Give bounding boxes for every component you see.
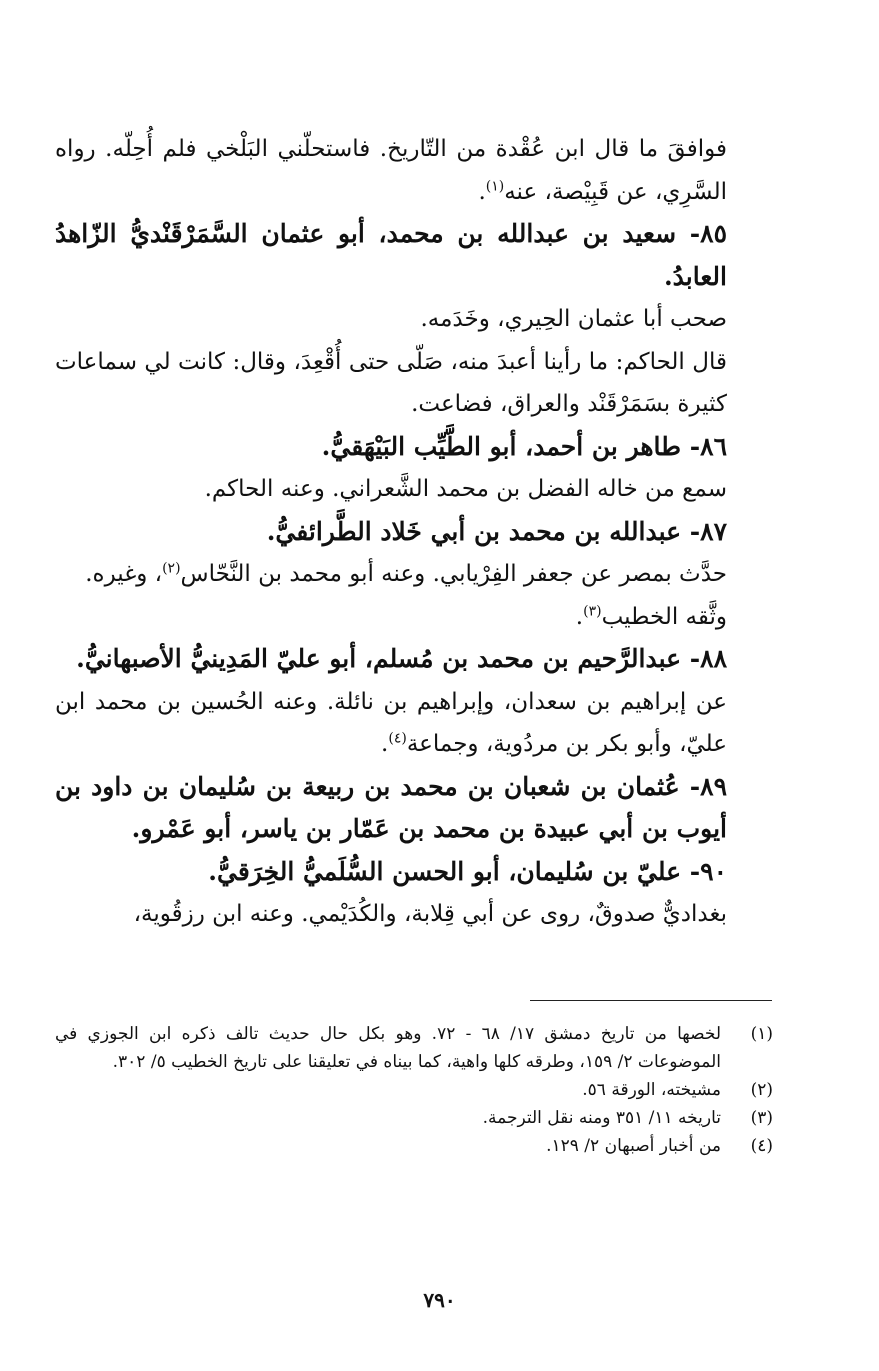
entry-87-paragraph-1: حدَّث بمصر عن جعفر الفِرْيابي. وعنه أبو محمد بن النَّحّاس$^{(٢)}$، وغيره. <box>85 560 727 587</box>
footnote-number: (٤) <box>750 1136 773 1156</box>
footnote-ref-1[interactable]: (١) <box>485 177 505 194</box>
entry-86-title: ٨٦- طاهر بن أحمد، أبو الطَّيِّب البَيْهَقيُّ. <box>321 431 727 461</box>
main-text <box>55 128 775 936</box>
entry-90-paragraph-1: بغداديٌّ صدوقٌ، روى عن أبي قِلابة، والكُدَيْمي. وعنه ابن رزقُوية، <box>133 901 727 927</box>
entry-90-title: ٩٠- عليّ بن سُليمان، أبو الحسن السُّلَميُّ الخِرَقيُّ. <box>208 856 727 886</box>
entry-88-title: ٨٨- عبدالرَّحيم بن محمد بن مُسلم، أبو عليّ المَدِينيُّ الأصبهانيُّ. <box>76 644 727 673</box>
footnotes <box>55 1020 773 1160</box>
page-number: ٧٩٠ <box>423 1288 456 1312</box>
entry-85-paragraph-2: قال الحاكم: ما رأينا أعبدَ منه، صَلّى حتى أُقْعِدَ، وقال: كانت لي سماعات كثيرة بسَمَرْقَنْد والعراق، فضاعت. <box>55 348 727 417</box>
footnote-divider <box>530 1000 772 1001</box>
entry-86-paragraph-1: سمع من خاله الفضل بن محمد الشَّعراني. وعنه الحاكم. <box>204 476 727 502</box>
footnote-4 <box>55 1132 773 1160</box>
footnote-number: (٢) <box>750 1080 773 1100</box>
footnote-text: من أخبار أصبهان ٢/ ١٢٩. <box>546 1136 721 1156</box>
footnote-3 <box>55 1104 773 1132</box>
footnote-text: مشيخته، الورقة ٥٦. <box>582 1080 721 1100</box>
footnote-ref-3[interactable]: (٣) <box>583 602 602 619</box>
paragraph-continuation: فوافقَ ما قال ابن عُقْدة من التّاريخ. فاستحلّني البَلْخي فلم أُحِلّه. رواه السَّرِي، عن قَبِيْصة، عنه$^{(١)}$. <box>55 136 727 205</box>
entry-85-title: ٨٥- سعيد بن عبدالله بن محمد، أبو عثمان السَّمَرْقَنْديُّ الزّاهدُ العابدُ. <box>55 219 727 291</box>
entry-89-title: ٨٩- عُثمان بن شعبان بن محمد بن ربيعة بن سُليمان بن داود بن أيوب بن أبي عبيدة بن محمد بن عَمّار بن ياسر، أبو عَمْرو. <box>55 771 727 843</box>
entry-85-paragraph-1: صحب أبا عثمان الحِيري، وخَدَمه. <box>420 306 727 332</box>
footnote-2 <box>55 1076 773 1104</box>
entry-87-title: ٨٧- عبدالله بن محمد بن أبي خَلاد الطَّرائفيُّ. <box>266 516 727 546</box>
footnote-ref-2[interactable]: (٢) <box>162 560 181 577</box>
footnote-number: (١) <box>750 1024 773 1044</box>
entry-88-paragraph-1: عن إبراهيم بن سعدان، وإبراهيم بن نائلة. وعنه الحُسين بن محمد ابن عليّ، وأبو بكر بن مردُوية، وجماعة$^{(٤)}$. <box>55 688 727 757</box>
entry-87-paragraph-2: وثَّقه الخطيب$^{(٣)}$. <box>575 602 727 630</box>
footnote-number: (٣) <box>750 1108 773 1128</box>
footnote-1 <box>55 1020 773 1076</box>
footnote-text: تاريخه ١١/ ٣٥١ ومنه نقل الترجمة. <box>482 1108 721 1128</box>
footnote-text: لخصها من تاريخ دمشق ١٧/ ٦٨ - ٧٢. وهو بكل حال حديث تالف ذكره ابن الجوزي في الموضوعات ٢/ ١٥٩، وطرقه كلها واهية، كما بيناه في تعليقنا على تاريخ الخطيب ٥/ ٣٠٢. <box>55 1024 721 1072</box>
footnote-ref-4[interactable]: (٤) <box>388 730 407 747</box>
